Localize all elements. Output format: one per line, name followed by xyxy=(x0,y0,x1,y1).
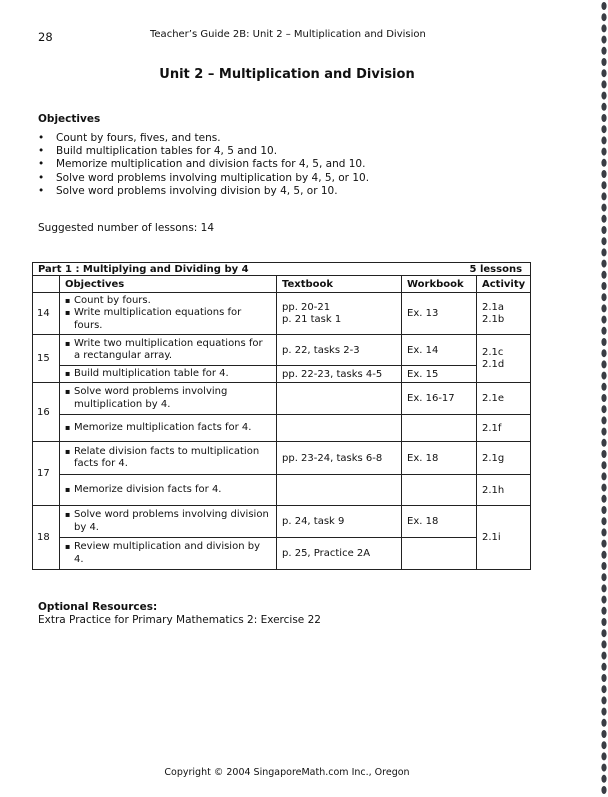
binding-loop xyxy=(601,730,606,738)
binding-loop xyxy=(601,416,606,424)
list-item: • Solve word problems involving division by 4, 5, or 10. xyxy=(38,185,369,198)
binding-loop xyxy=(601,271,606,279)
binding-loop xyxy=(601,282,606,290)
activity-line: 2.1d xyxy=(482,358,505,370)
binding-loop xyxy=(601,36,606,44)
binding-loop xyxy=(601,114,606,122)
binding-loop xyxy=(601,69,606,77)
part-lesson-count: 5 lessons xyxy=(469,263,523,275)
binding-loop xyxy=(601,506,606,514)
binding-loop xyxy=(601,360,606,368)
textbook-cell xyxy=(277,383,402,415)
binding-loop xyxy=(601,304,606,312)
optional-resources-text: Extra Practice for Primary Mathematics 2: Exercise 22 xyxy=(38,614,321,626)
workbook-cell: Ex. 16-17 xyxy=(402,383,477,415)
table-row xyxy=(33,475,531,506)
objective-item: ▪ Memorize division facts for 4. xyxy=(65,484,271,497)
binding-loop xyxy=(601,80,606,88)
table-row xyxy=(33,506,531,538)
column-header-textbook: Textbook xyxy=(277,276,402,293)
binding-loop xyxy=(601,192,606,200)
binding-loop xyxy=(601,775,606,783)
binding-loop xyxy=(601,551,606,559)
binding-loop xyxy=(601,786,606,794)
objective-item: ▪ Solve word problems involving multiplication by 4. xyxy=(65,386,271,411)
lesson-number: 15 xyxy=(33,335,60,383)
table-row xyxy=(33,366,531,383)
table-row xyxy=(33,335,531,366)
binding-loop xyxy=(601,58,606,66)
page-number: 28 xyxy=(38,30,53,44)
objective-item: ▪ Build multiplication table for 4. xyxy=(65,368,271,381)
column-header-lesson xyxy=(33,276,60,293)
workbook-cell: Ex. 18 xyxy=(402,442,477,475)
binding-loop xyxy=(601,517,606,525)
activity-cell: 2.1g xyxy=(477,442,531,475)
binding-loop xyxy=(601,596,606,604)
list-item: • Build multiplication tables for 4, 5 and 10. xyxy=(38,145,369,158)
binding-loop xyxy=(601,159,606,167)
textbook-cell xyxy=(277,293,402,335)
column-header-workbook: Workbook xyxy=(402,276,477,293)
suggested-lessons: Suggested number of lessons: 14 xyxy=(38,222,215,234)
binding-loop xyxy=(601,663,606,671)
part-header xyxy=(33,263,531,276)
textbook-cell: pp. 23-24, tasks 6-8 xyxy=(277,442,402,475)
binding-loop xyxy=(601,584,606,592)
binding-loop xyxy=(601,2,606,10)
spiral-binding xyxy=(596,0,608,797)
objective-item: ▪ Solve word problems involving division by 4. xyxy=(65,509,271,534)
table-row xyxy=(33,383,531,415)
binding-loop xyxy=(601,260,606,268)
table-row xyxy=(33,293,531,335)
objectives-cell xyxy=(60,335,277,366)
binding-loop xyxy=(601,472,606,480)
workbook-cell xyxy=(402,475,477,506)
binding-loop xyxy=(601,562,606,570)
lesson-number: 17 xyxy=(33,442,60,506)
binding-loop xyxy=(601,708,606,716)
binding-loop xyxy=(601,181,606,189)
binding-loop xyxy=(601,719,606,727)
binding-loop xyxy=(601,495,606,503)
lesson-number: 16 xyxy=(33,383,60,442)
column-header-objectives: Objectives xyxy=(60,276,277,293)
textbook-cell: p. 24, task 9 xyxy=(277,506,402,538)
binding-loop xyxy=(601,248,606,256)
binding-loop xyxy=(601,349,606,357)
list-item: • Memorize multiplication and division facts for 4, 5, and 10. xyxy=(38,158,369,171)
binding-loop xyxy=(601,540,606,548)
binding-loop xyxy=(601,125,606,133)
part-header-row xyxy=(33,263,531,276)
workbook-cell: Ex. 14 xyxy=(402,335,477,366)
objectives-cell xyxy=(60,415,277,442)
objectives-cell xyxy=(60,383,277,415)
lesson-table xyxy=(32,262,531,570)
binding-loop xyxy=(601,338,606,346)
textbook-line: pp. 20-21 xyxy=(282,301,331,313)
binding-loop xyxy=(601,652,606,660)
lesson-number: 14 xyxy=(33,293,60,335)
binding-loop xyxy=(601,47,606,55)
binding-loop xyxy=(601,484,606,492)
activity-line: 2.1a xyxy=(482,301,505,313)
binding-loop xyxy=(601,618,606,626)
objective-item: ▪ Count by fours. xyxy=(65,295,271,308)
binding-loop xyxy=(601,741,606,749)
running-head: Teacher’s Guide 2B: Unit 2 – Multiplication and Division xyxy=(150,29,426,40)
binding-loop xyxy=(601,136,606,144)
binding-loop xyxy=(601,103,606,111)
workbook-cell: Ex. 13 xyxy=(402,293,477,335)
binding-loop xyxy=(601,327,606,335)
copyright: Copyright © 2004 SingaporeMath.com Inc., Oregon xyxy=(164,767,410,778)
activity-cell xyxy=(477,293,531,335)
workbook-cell: Ex. 15 xyxy=(402,366,477,383)
binding-loop xyxy=(601,573,606,581)
table-row xyxy=(33,538,531,570)
activity-cell: 2.1e xyxy=(477,383,531,415)
objectives-heading: Objectives xyxy=(38,113,101,125)
binding-loop xyxy=(601,674,606,682)
column-header-activity: Activity xyxy=(477,276,531,293)
binding-loop xyxy=(601,215,606,223)
binding-loop xyxy=(601,696,606,704)
objectives-list xyxy=(38,132,369,198)
list-item: • Solve word problems involving multiplication by 4, 5, or 10. xyxy=(38,172,369,185)
binding-loop xyxy=(601,461,606,469)
binding-loop xyxy=(601,394,606,402)
textbook-cell xyxy=(277,415,402,442)
workbook-cell xyxy=(402,415,477,442)
binding-loop xyxy=(601,293,606,301)
objective-item: ▪ Write multiplication equations for fours. xyxy=(65,307,271,332)
textbook-cell: p. 25, Practice 2A xyxy=(277,538,402,570)
binding-loop xyxy=(601,450,606,458)
textbook-cell xyxy=(277,475,402,506)
objectives-cell xyxy=(60,366,277,383)
binding-loop xyxy=(601,148,606,156)
workbook-cell: Ex. 18 xyxy=(402,506,477,538)
table-row xyxy=(33,415,531,442)
objective-item: ▪ Write two multiplication equations for a rectangular array. xyxy=(65,338,271,363)
binding-loop xyxy=(601,24,606,32)
textbook-cell: pp. 22-23, tasks 4-5 xyxy=(277,366,402,383)
activity-cell: 2.1f xyxy=(477,415,531,442)
binding-loop xyxy=(601,383,606,391)
binding-loop xyxy=(601,439,606,447)
part-title: Part 1 : Multiplying and Dividing by 4 xyxy=(38,263,249,275)
workbook-cell xyxy=(402,538,477,570)
lesson-number: 18 xyxy=(33,506,60,570)
binding-loop xyxy=(601,607,606,615)
binding-loop xyxy=(601,428,606,436)
binding-loop xyxy=(601,528,606,536)
binding-loop xyxy=(601,170,606,178)
objective-item: ▪ Memorize multiplication facts for 4. xyxy=(65,422,271,435)
binding-loop xyxy=(601,316,606,324)
objectives-cell xyxy=(60,442,277,475)
objectives-cell xyxy=(60,506,277,538)
activity-cell xyxy=(477,335,531,383)
binding-loop xyxy=(601,685,606,693)
objectives-cell xyxy=(60,293,277,335)
binding-loop xyxy=(601,752,606,760)
table-row xyxy=(33,442,531,475)
column-header-row xyxy=(33,276,531,293)
binding-loop xyxy=(601,405,606,413)
list-item: • Count by fours, fives, and tens. xyxy=(38,132,369,145)
binding-loop xyxy=(601,372,606,380)
activity-line: 2.1c xyxy=(482,346,504,358)
optional-resources-heading: Optional Resources: xyxy=(38,601,158,613)
activity-cell: 2.1i xyxy=(477,506,531,570)
binding-loop xyxy=(601,92,606,100)
binding-loop xyxy=(601,237,606,245)
activity-cell: 2.1h xyxy=(477,475,531,506)
binding-loop xyxy=(601,764,606,772)
activity-line: 2.1b xyxy=(482,313,505,325)
objectives-cell xyxy=(60,538,277,570)
binding-loop xyxy=(601,640,606,648)
binding-loop xyxy=(601,13,606,21)
textbook-line: p. 21 task 1 xyxy=(282,313,342,325)
binding-loop xyxy=(601,204,606,212)
binding-loop xyxy=(601,226,606,234)
objectives-cell xyxy=(60,475,277,506)
objective-item: ▪ Relate division facts to multiplication facts for 4. xyxy=(65,446,271,471)
textbook-cell: p. 22, tasks 2-3 xyxy=(277,335,402,366)
objective-item: ▪ Review multiplication and division by 4. xyxy=(65,541,271,566)
binding-loop xyxy=(601,629,606,637)
unit-title: Unit 2 – Multiplication and Division xyxy=(159,67,415,82)
